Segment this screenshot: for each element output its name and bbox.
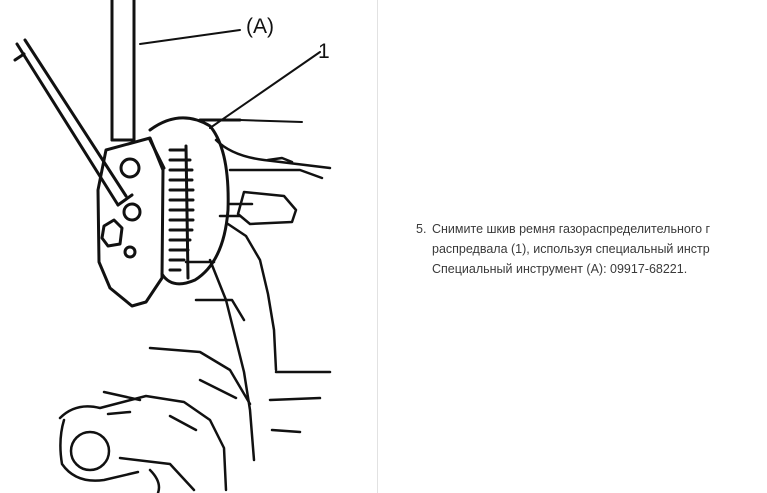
- instruction-line-2: распредвала (1), используя специальный инстр: [432, 242, 710, 256]
- wrench-arm: [15, 40, 132, 205]
- camshaft-pulley-removal-drawing: [0, 0, 377, 493]
- callout-part-label: 1: [318, 40, 330, 63]
- callout-tool-label: (A): [246, 15, 274, 38]
- step-number: 5.: [416, 222, 427, 236]
- engine-housing: [150, 140, 330, 460]
- instruction-column: [378, 0, 767, 493]
- tool-handle-vertical: [112, 0, 134, 140]
- instruction-line-1: Снимите шкив ремня газораспределительного г: [432, 222, 711, 236]
- crankcase: [60, 380, 236, 493]
- instruction-line-3: Специальный инструмент (A): 09917-68221.: [432, 262, 688, 276]
- callout-leaders: [140, 30, 320, 128]
- tool-holder-plate: [98, 138, 164, 306]
- instruction-step: [416, 219, 767, 279]
- technical-illustration: [0, 0, 377, 493]
- instruction-first-line: [416, 219, 767, 239]
